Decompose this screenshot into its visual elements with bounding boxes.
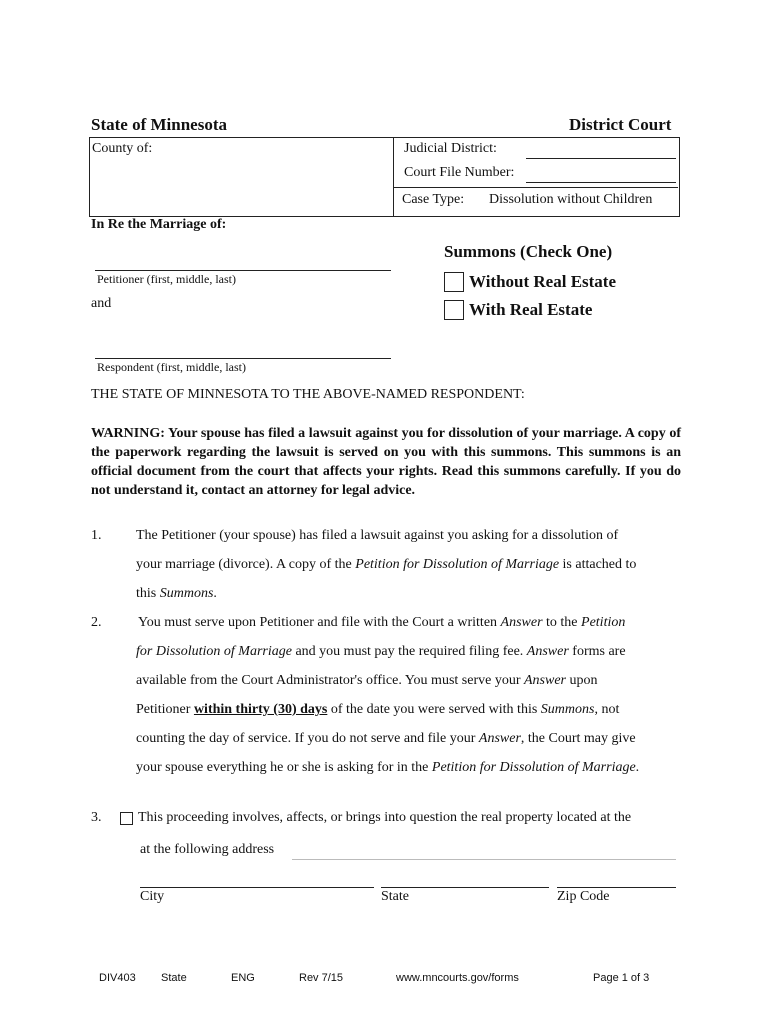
with-real-estate-label: With Real Estate — [469, 300, 593, 319]
court-file-number-field[interactable] — [526, 182, 676, 183]
item-1-number: 1. — [91, 528, 102, 543]
footer-url[interactable]: www.mncourts.gov/forms — [396, 972, 519, 984]
item-3-line-2: at the following address — [140, 842, 275, 857]
city-label: City — [140, 889, 165, 904]
without-real-estate-label: Without Real Estate — [469, 272, 617, 291]
respondent-label: Respondent (first, middle, last) — [97, 360, 246, 374]
footer-page: Page 1 of 3 — [593, 972, 650, 984]
county-label: County of: — [92, 141, 153, 156]
item-2-line-2: for Dissolution of Marriage and you must pay the required filing fee. Answer forms are — [136, 644, 626, 659]
item-2-line-5: counting the day of service. If you do not serve and file your Answer, the Court may give — [136, 731, 636, 746]
in-re-heading: In Re the Marriage of: — [91, 217, 227, 232]
state-heading: State of Minnesota — [91, 115, 227, 134]
footer-state: State — [161, 972, 187, 984]
caption-divider — [393, 137, 394, 216]
item-2-line-3: available from the Court Administrator's office. You must serve your Answer upon — [136, 673, 598, 688]
caption-row-divider — [394, 187, 678, 188]
state-label: State — [381, 889, 409, 904]
judicial-district-field[interactable] — [526, 158, 676, 159]
item-2-line-1: You must serve upon Petitioner and file with the Court a written Answer to the Petition — [138, 615, 626, 630]
item-1-line-1: The Petitioner (your spouse) has filed a lawsuit against you asking for a dissolution of — [136, 528, 619, 543]
item-2-number: 2. — [91, 615, 102, 630]
court-file-number-label: Court File Number: — [404, 165, 515, 180]
item-3-number: 3. — [91, 810, 102, 825]
city-field[interactable] — [140, 887, 374, 888]
footer-revision: Rev 7/15 — [299, 972, 344, 984]
respondent-name-field[interactable] — [95, 358, 391, 359]
real-property-checkbox[interactable] — [120, 812, 133, 825]
street-address-field[interactable] — [292, 859, 676, 860]
state-field[interactable] — [381, 887, 549, 888]
zip-label: Zip Code — [557, 889, 610, 904]
summons-title: Summons (Check One) — [444, 242, 613, 261]
petitioner-label: Petitioner (first, middle, last) — [97, 272, 236, 286]
judicial-district-label: Judicial District: — [404, 141, 497, 156]
case-type-label: Case Type: — [402, 192, 465, 207]
item-2-line-4: Petitioner within thirty (30) days of the date you were served with this Summons, not — [136, 702, 620, 717]
petitioner-name-field[interactable] — [95, 270, 391, 271]
with-real-estate-checkbox[interactable] — [444, 300, 464, 320]
footer-language: ENG — [231, 972, 255, 984]
warning-paragraph: WARNING: Your spouse has filed a lawsuit against you for dissolution of your marriage. A copy of the paperwork regarding the lawsuit is served on you with this summons. This summons is an official document from the court that affects your rights. Read this summons carefully. If you do not understand it, contact an attorney for legal advice. — [91, 426, 681, 498]
addressee: THE STATE OF MINNESOTA TO THE ABOVE-NAMED RESPONDENT: — [91, 387, 525, 402]
and-text: and — [91, 296, 112, 311]
zip-field[interactable] — [557, 887, 676, 888]
court-heading: District Court — [569, 115, 672, 134]
item-3-line-1: This proceeding involves, affects, or brings into question the real property located at the — [138, 810, 632, 825]
footer-form-id: DIV403 — [99, 972, 136, 984]
case-type-value: Dissolution without Children — [489, 192, 653, 207]
without-real-estate-checkbox[interactable] — [444, 272, 464, 292]
item-2-line-6: your spouse everything he or she is asking for in the Petition for Dissolution of Marriage. — [136, 760, 640, 775]
item-1-line-2: your marriage (divorce). A copy of the Petition for Dissolution of Marriage is attached to — [136, 557, 637, 572]
item-1-line-3: this Summons. — [136, 586, 217, 601]
